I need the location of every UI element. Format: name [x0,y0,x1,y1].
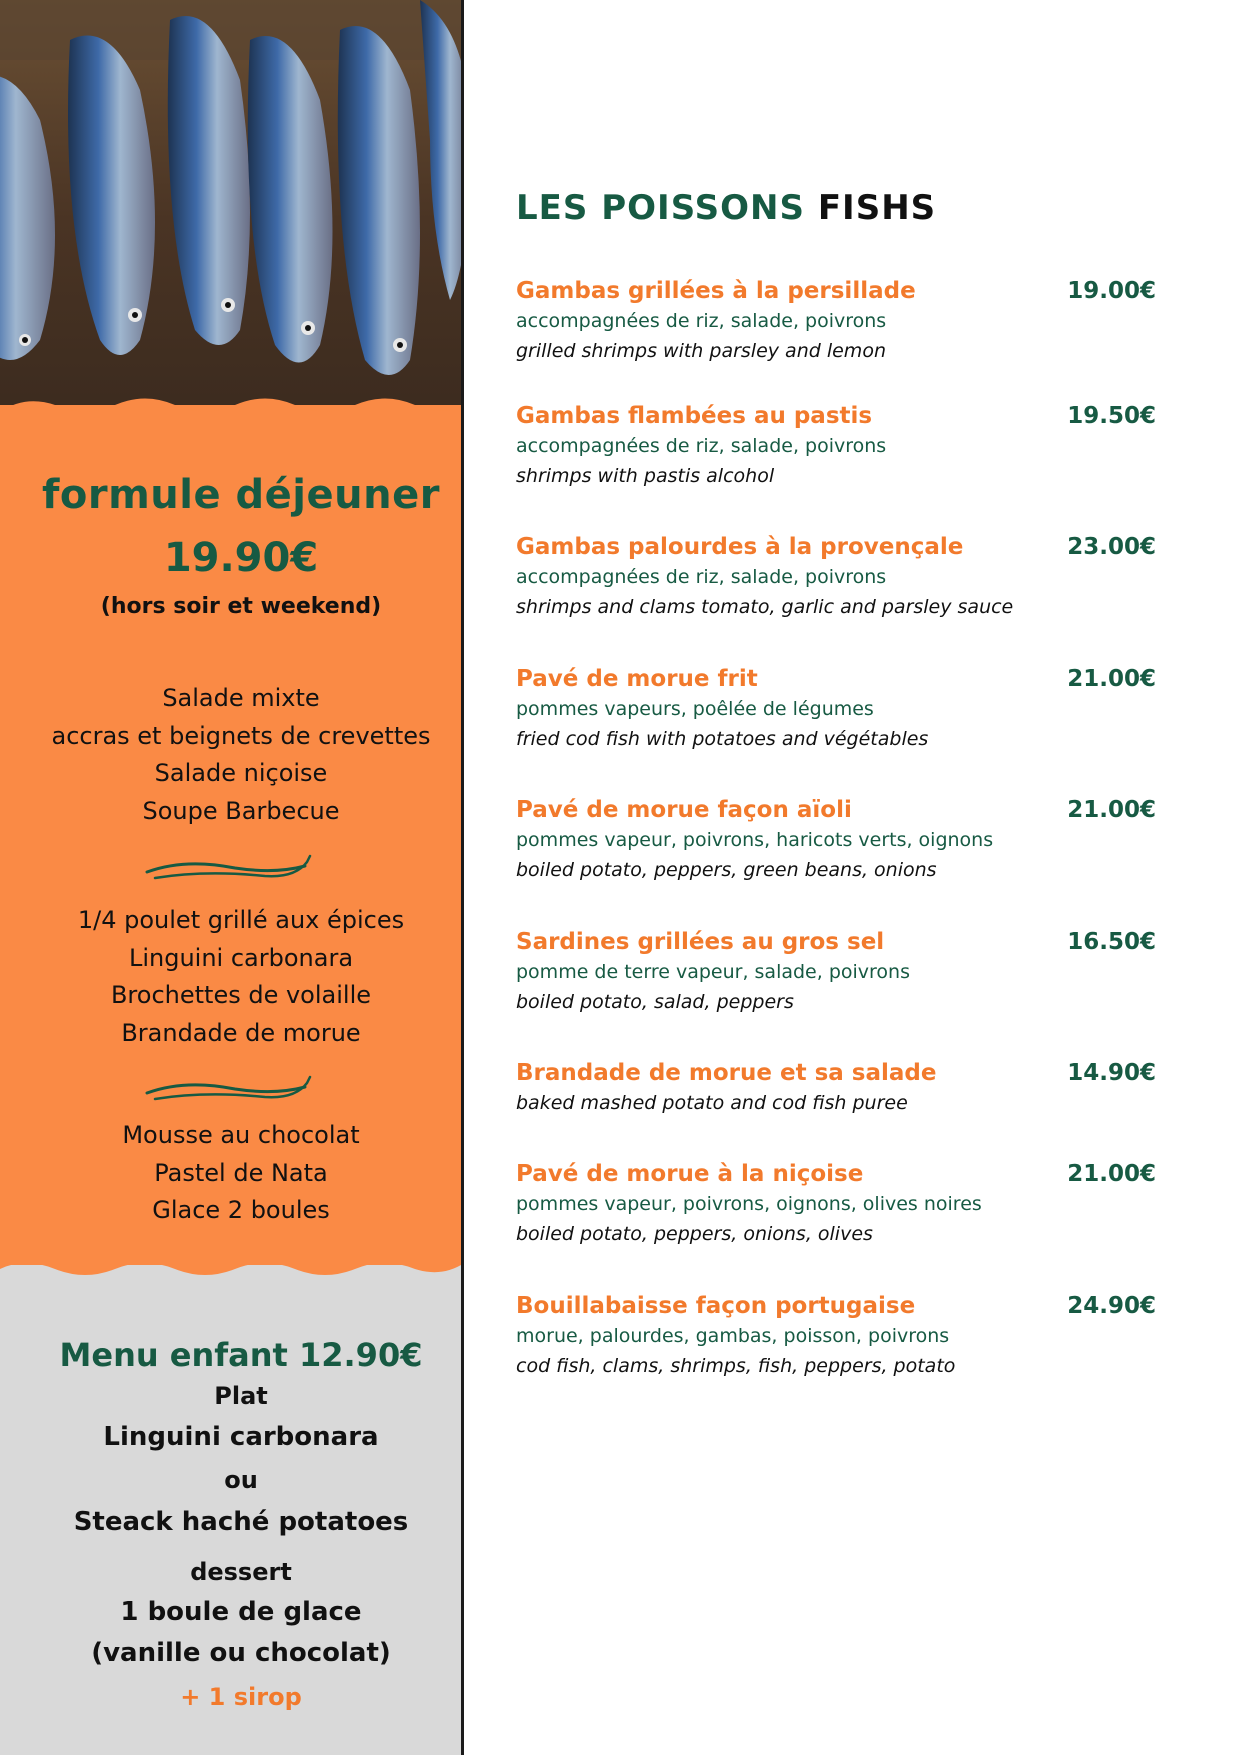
menu-item [516,1291,1156,1381]
item-english: boiled potato, salad, peppers [516,991,794,1013]
item-price: 23.00€ [1067,534,1156,560]
enfant-plat-1: Linguini carbonara [103,1422,379,1452]
swash-divider [145,1073,315,1103]
item-english: shrimps with pastis alcohol [516,465,775,487]
item-price: 14.90€ [1067,1060,1156,1086]
enfant-dessert-label: dessert [190,1558,292,1586]
item-desc: pommes vapeurs, poêlée de légumes [516,698,874,720]
item-name: Pavé de morue frit [516,666,758,692]
enfant-plat-label: Plat [214,1382,268,1410]
item-price: 19.00€ [1067,278,1156,304]
list-item: Pastel de Nata [154,1158,328,1187]
list-item: Brochettes de volaille [110,981,372,1009]
item-english: boiled potato, peppers, green beans, onions [516,859,937,881]
column-divider [461,0,464,1755]
item-name: Pavé de morue à la niçoise [516,1161,864,1187]
item-english: boiled potato, peppers, onions, olives [516,1223,873,1245]
item-english: grilled shrimps with parsley and lemon [516,340,886,362]
item-desc: accompagnées de riz, salade, poivrons [516,435,887,457]
menu-item [516,927,1156,1017]
item-name: Gambas grillées à la persillade [516,278,916,304]
enfant-dessert-2: (vanille ou chocolat) [91,1638,391,1668]
item-name: Gambas palourdes à la provençale [516,534,964,560]
item-price: 16.50€ [1067,929,1156,955]
entrees-list [0,680,461,830]
item-price: 19.50€ [1067,403,1156,429]
item-desc: pomme de terre vapeur, salade, poivrons [516,961,910,983]
item-name: Sardines grillées au gros sel [516,929,885,955]
section-title [516,188,936,228]
left-panel [0,0,461,1755]
list-item: Salade mixte [162,684,320,712]
enfant-extra: + 1 sirop [180,1683,302,1711]
item-desc: pommes vapeur, poivrons, haricots verts, oignons [516,829,994,851]
menu-item [516,1159,1156,1249]
enfant-title: Menu enfant 12.90€ [59,1336,423,1374]
item-english: fried cod fish with potatoes and végétables [516,728,929,750]
wave-divider-bottom [0,1255,461,1285]
list-item: accras et beignets de crevettes [51,721,431,750]
menu-item [516,664,1156,754]
menu-item [516,401,1156,491]
item-price: 21.00€ [1067,1161,1156,1187]
item-english: baked mashed potato and cod fish puree [516,1092,908,1114]
item-name: Pavé de morue façon aïoli [516,797,852,823]
formule-price: 19.90€ [163,535,319,581]
list-item: Soupe Barbecue [142,796,340,825]
formule-title: formule déjeuner [42,472,440,518]
section-title-fr: LES POISSONS [516,188,805,228]
menu-item [516,795,1156,885]
list-item: Glace 2 boules [152,1196,330,1224]
list-item: Brandade de morue [121,1018,361,1047]
item-english: shrimps and clams tomato, garlic and parsley sauce [516,596,1014,618]
item-name: Bouillabaisse façon portugaise [516,1293,916,1319]
list-item: Linguini carbonara [128,943,354,972]
enfant-dessert-1: 1 boule de glace [120,1597,362,1627]
item-desc: accompagnées de riz, salade, poivrons [516,310,887,332]
tuna-photo [0,0,461,440]
wave-divider-top [0,390,461,430]
item-name: Brandade de morue et sa salade [516,1060,937,1086]
desserts-list [0,1117,461,1230]
list-item: Salade niçoise [154,759,328,787]
enfant-or: ou [224,1466,258,1494]
enfant-plat-2: Steack haché potatoes [73,1507,409,1537]
plats-list [0,902,461,1052]
item-price: 21.00€ [1067,666,1156,692]
formule-note: (hors soir et weekend) [100,594,382,619]
section-title-en: FISHS [817,188,937,228]
menu-item [516,1058,1156,1118]
swash-divider [145,852,315,882]
menu-item [516,276,1156,366]
item-desc: accompagnées de riz, salade, poivrons [516,566,887,588]
item-english: cod fish, clams, shrimps, fish, peppers, potato [516,1355,956,1377]
item-desc: pommes vapeur, poivrons, oignons, olives noires [516,1193,982,1215]
item-desc: morue, palourdes, gambas, poisson, poivrons [516,1325,950,1347]
menu-item [516,532,1156,622]
item-name: Gambas flambées au pastis [516,403,873,429]
item-price: 24.90€ [1067,1293,1156,1319]
list-item: Mousse au chocolat [122,1121,360,1149]
item-price: 21.00€ [1067,797,1156,823]
list-item: 1/4 poulet grillé aux épices [77,906,405,934]
